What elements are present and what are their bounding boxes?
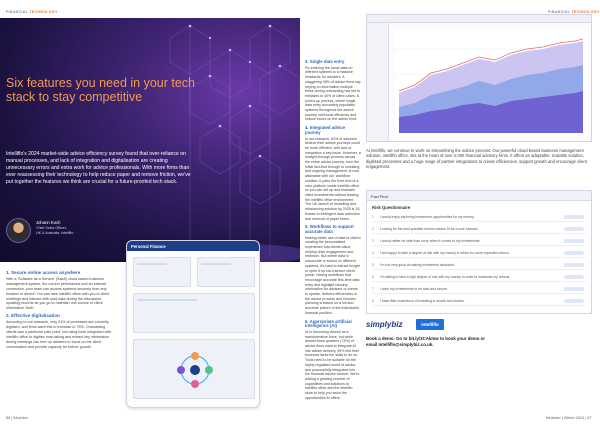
section-tag-technology: TECHNOLOGY xyxy=(571,10,600,14)
portfolio-chart-screenshot xyxy=(366,14,592,142)
questionnaire-header: Fact Find xyxy=(367,191,591,201)
question-text: I'm not very good at making investment decisions. xyxy=(380,263,455,267)
section-heading-5: 5. Workflows to support accurate data xyxy=(305,224,354,234)
left-page-footer: 86 | ftAdviser xyxy=(6,416,29,420)
section-body-6: AI is becoming viewed as a transformative force, but while almost three-quarters (73%) of advice firms want to integrate AI into advice delivery, 59% feel their business lacks the skills to do so. Tools need to be suitable for the highly regulated world of advice, and purposefully integrated into the financial advice context. We're adding a growing number of capabilities and solutions to intelliflo office and the intelliflo store to help you seize the opportunities AI offers. xyxy=(305,329,360,400)
answer-pill[interactable] xyxy=(564,227,584,231)
question-text: I have little experience of investing in stocks and shares. xyxy=(380,299,465,303)
section-tag-technology: TECHNOLOGY xyxy=(29,10,58,14)
article-headline: Six features you need in your tech stack to stay competitive xyxy=(6,76,196,105)
question-row[interactable]: 6 I'm willing to take a high degree of risk with my money in order to maximise my returns. xyxy=(372,273,586,282)
question-row[interactable]: 7 I want my investments to be safe and secure. xyxy=(372,285,586,294)
author-avatar xyxy=(6,218,31,243)
closing-paragraph: At intelliflo, we continue to work on streamlining the advice process. Our powerful cloud-based business management solution, intelliflo office, sits at the heart of over 2,000 financial advisory firms. It offers an adaptable, scalable solution, digitised processes and a huge range of partner integrations to create efficiencies, support growth and encourage client engagement. xyxy=(366,148,587,169)
left-body-column xyxy=(6,268,116,352)
call-to-action[interactable] xyxy=(366,336,592,347)
phone-line xyxy=(137,299,197,301)
author-role-line-2: UK & Australia, Intelliflo xyxy=(36,230,74,235)
right-page-footer: ftAdviser | Winter 2024 | 87 xyxy=(546,416,592,420)
section-heading-6: 6. Appropriate artificial intelligence (AI) xyxy=(305,318,352,329)
phone-header: Personal Finance xyxy=(127,241,259,251)
answer-pill[interactable] xyxy=(564,239,584,243)
cta-line-2[interactable]: email intelliflo@simplybiz.co.uk. xyxy=(366,341,434,347)
phone-line xyxy=(137,263,167,265)
question-row[interactable]: 3 I would rather be safe than sorry when it comes to my investments. xyxy=(372,237,586,246)
author-role-line-1: Chief Sales Officer, xyxy=(36,226,67,230)
app-icons-graphic xyxy=(167,345,223,395)
question-text: I would rather be safe than sorry when it comes to my investments. xyxy=(380,239,481,243)
section-body-3: Re-entering the same data on different systems is a massive headache for advisers. A staggering 48% of advice firms say relying on information multiple times during onboarding has led to mistakes in 40% of client cases. A joined-up process, where single data entry accurately populates systems throughout the advice journey, will boost efficiency and reduce errors on the admin front. xyxy=(305,65,361,122)
dashboard-topbar xyxy=(367,15,591,23)
section-heading-2: 2. Effective digitalisation xyxy=(6,313,60,319)
answer-pill[interactable] xyxy=(564,287,584,291)
question-text: I am happy to take a degree of risk with my money in return for more expected returns. xyxy=(380,251,510,255)
cta-line-1[interactable]: Book a demo. Go to bit.ly/3CAkmw to book your demo or xyxy=(366,336,486,341)
answer-pill[interactable] xyxy=(564,263,584,267)
phone-app-mockup xyxy=(126,240,260,408)
author-name: Johann Koch xyxy=(36,220,61,225)
answer-pill[interactable] xyxy=(564,251,584,255)
dashboard-sidebar xyxy=(367,23,389,141)
section-body-5: Making better use of data is vital to creating the personalised experience that clients value, helping drive engagement and retention. But where data is inaccurate or stored on different systems, it's hard to extract insight or open it up via a secure client portal. Having workflows that encourage accurate first-time data entry and highlight missing information for advisers or clients to update, delivers efficiencies in the advice process and ensures planning is based on a full and accurate picture of the individual's financial position. xyxy=(305,235,361,315)
question-text: I want my investments to be safe and secure. xyxy=(380,287,449,291)
question-text: I'm willing to take a high degree of risk with my money in order to maximise my returns. xyxy=(380,275,511,279)
brand-logos xyxy=(366,318,592,334)
questionnaire-title: Risk Questionnaire xyxy=(372,205,411,210)
question-row[interactable]: 2 Looking for the best possible returns means I'll be a sure investor. xyxy=(372,225,586,234)
section-tag xyxy=(6,10,58,14)
section-heading-1: 1. Secure online access anywhere xyxy=(6,270,81,275)
right-body-column xyxy=(305,56,361,402)
risk-questionnaire-screenshot xyxy=(366,190,592,314)
question-row[interactable]: 8 I have little experience of investing in stocks and shares. xyxy=(372,297,586,306)
author-block xyxy=(6,210,126,250)
area-chart-graphic xyxy=(395,29,587,137)
simplybiz-logo: simplybiz xyxy=(366,320,403,329)
answer-pill[interactable] xyxy=(564,299,584,303)
section-tag-financial: FINANCIAL xyxy=(548,10,570,14)
question-text: I would enjoy exploring investment opportunities for my money. xyxy=(380,215,475,219)
article-intro: Intelliflo's 2024 market-wide advice efficiency survey found that over-reliance on manual processes, and lack of integration and digitalisation are creating unnecessary errors and extra work for advice professionals. With more firms than ever reassessing their technology to help reduce paper and remove friction, we've put together the features we think are crucial for a future-proofed tech stack. xyxy=(6,151,191,185)
question-row[interactable]: 5 I'm not very good at making investment decisions. xyxy=(372,261,586,270)
intelliflo-logo: intelliflo xyxy=(416,319,444,330)
author-role xyxy=(36,226,73,235)
answer-pill[interactable] xyxy=(564,215,584,219)
section-tag-financial: FINANCIAL xyxy=(6,10,28,14)
section-body-2: According to our research, only 31% of processes are currently digitised, and firms want this to increase to 75%. Onboarding clients was a particular pain point, but using tools integrated with intelliflo office to digitise note-taking and extract key information during meetings can free up advisers to focus on the client conversation and provide capacity for further growth. xyxy=(6,320,112,349)
question-row[interactable]: 4 I am happy to take a degree of risk with my money in return for more expected returns. xyxy=(372,249,586,258)
section-body-4: In our research, 64% of advisers believe their advice journeys could be more efficient, with lack of integration a key issue. However, a straight-through process across the entire advice journey, from the initial fact-find through to investing and ongoing management, is now attainable with our 'workflow' solution. It pairs the front end of a robo platform inside intelliflo office, so you can set up and maintain client investments without leaving the intelliflo office environment. The UK launch of modelling and rebalancing solution by 2025 is 15, thanks to intelligent data collection and removal of paper forms. xyxy=(305,136,361,221)
section-heading-3: 3. Single data entry xyxy=(305,59,345,64)
phone-tile xyxy=(197,257,255,287)
answer-pill[interactable] xyxy=(564,275,584,279)
question-row[interactable]: 1 I would enjoy exploring investment opportunities for my money. xyxy=(372,213,586,222)
section-body-1: With a 'Software as a Service' (SaaS) cloud-based business management system, the correct permissions and an internet connection, your team can access systems securely from any location or device. You can take intelliflo office with you to client meetings and interact with read data during the discussion, updating records as you go to maintain one source of client information 'truth'. xyxy=(6,276,110,311)
phone-tile xyxy=(133,257,191,287)
hero-image xyxy=(0,18,300,262)
section-heading-4: 4. Integrated advice journey xyxy=(305,125,346,135)
phone-line xyxy=(201,263,231,265)
question-text: Looking for the best possible returns means I'll be a sure investor. xyxy=(380,227,479,231)
